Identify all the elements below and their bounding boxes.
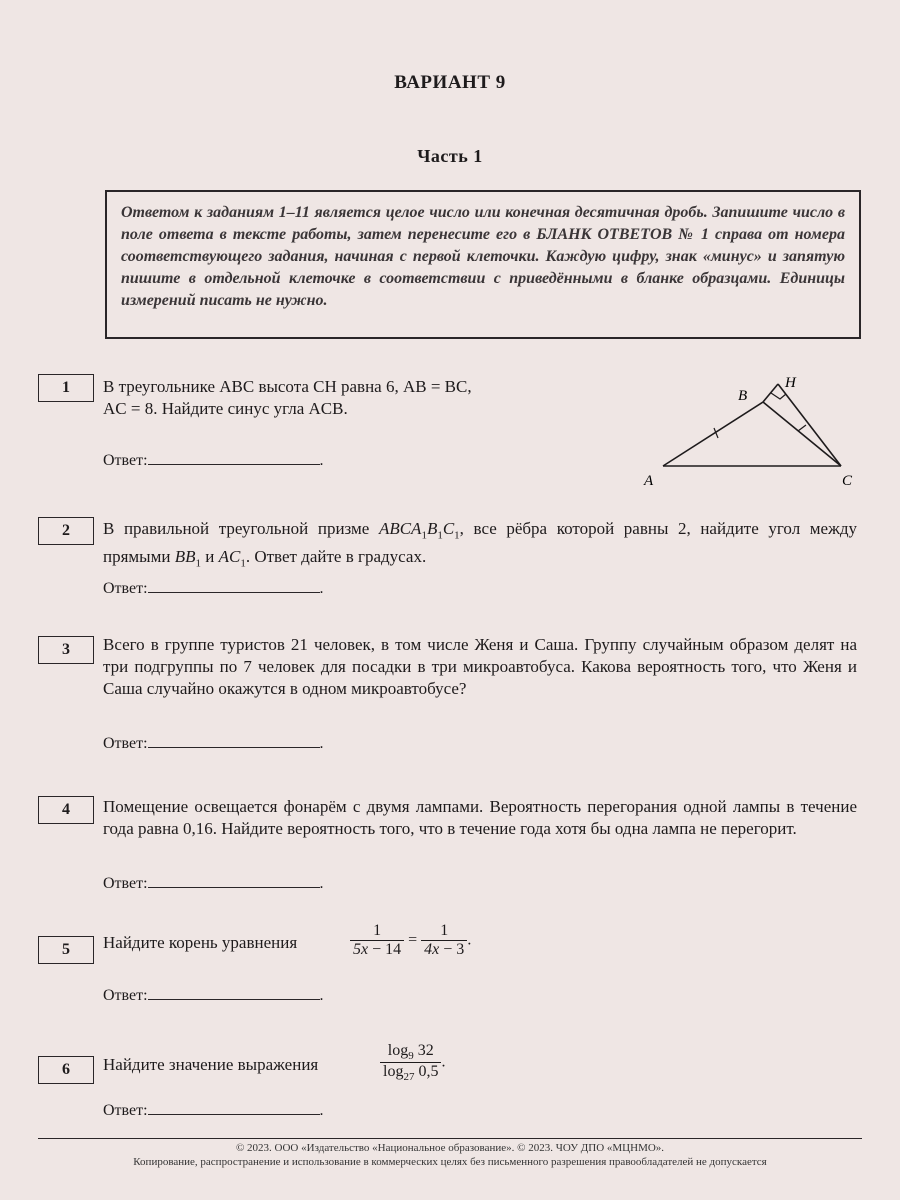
footer-copyright: © 2023. ООО «Издательство «Национальное образование». © 2023. ЧОУ ДПО «МЦНМО». xyxy=(235,1142,665,1154)
tick-mark-BC xyxy=(798,425,806,431)
segment-AB xyxy=(663,402,763,466)
label-A: A xyxy=(644,473,654,489)
altitude-CH xyxy=(778,384,841,466)
footer-notice: Копирование, распространение и использование в коммерческих целях без письменного разрешения правообладателей не допускается xyxy=(133,1156,767,1168)
answer-label: Ответ: xyxy=(103,580,148,597)
task-4-text: Помещение освещается фонарём с двумя лампами. Вероятность перегорания одной лампы в течение года равна 0,16. Найдите вероятность того, что в течение года хотя бы одна лампа не перегорит. xyxy=(103,797,857,838)
part-title: Часть 1 xyxy=(417,146,483,166)
fraction-right: $\frac{1}{4x - 3}$ xyxy=(421,922,467,959)
log-fraction: $\frac{\log_9 32}{\log_{27} 0,5}$ xyxy=(380,1042,441,1083)
fraction-left: $\frac{1}{5x - 14}$ xyxy=(350,922,404,959)
answer-field-3[interactable]: Ответ: . xyxy=(103,735,324,752)
answer-field-2[interactable]: Ответ: . xyxy=(103,580,324,597)
task-1-line-2: AC = 8. Найдите синус угла ACB. xyxy=(103,399,348,418)
answer-field-6[interactable]: Ответ: . xyxy=(103,1102,324,1119)
answer-field-4[interactable]: Ответ: . xyxy=(103,875,324,892)
task-number-4: 4 xyxy=(38,796,94,824)
task-5-text: Найдите корень уравнения xyxy=(103,933,298,952)
answer-label: Ответ: xyxy=(103,875,148,892)
footer-divider xyxy=(38,1138,862,1139)
answer-field-5[interactable]: Ответ: . xyxy=(103,987,324,1004)
label-B: B xyxy=(738,388,748,404)
task-1-line-1: В треугольнике ABC высота CH равна 6, AB = BC, xyxy=(103,377,472,396)
answer-line[interactable] xyxy=(148,578,320,593)
task-number-6: 6 xyxy=(38,1056,94,1084)
task-2-text: В правильной треугольной призме $ABCA_1B_1C_1$, все рёбра которой равны 2, найдите угол между прямыми $BB_1$ и $AC_1$. Ответ дайте в градусах. xyxy=(103,519,857,570)
variant-title: ВАРИАНТ 9 xyxy=(394,72,506,93)
instructions-box: Ответом к заданиям 1–11 является целое число или конечная десятичная дробь. Запишите число в поле ответа в тексте работы, затем перенесите его в БЛАНК ОТВЕТОВ № 1 справа от номера соответствующего задания, начиная с первой клеточки. Каждую цифру, знак «минус» и запятую пишите в отдельной клеточке в соответствии с приведёнными в бланке образцами. Единицы измерений писать не нужно. xyxy=(105,190,861,339)
label-H: H xyxy=(785,375,796,391)
answer-label: Ответ: xyxy=(103,987,148,1004)
answer-line[interactable] xyxy=(148,1100,320,1115)
task-number-1: 1 xyxy=(38,374,94,402)
label-C: C xyxy=(842,473,853,489)
triangle-figure xyxy=(630,368,865,493)
answer-line[interactable] xyxy=(148,985,320,1000)
segment-BC xyxy=(763,402,841,466)
answer-line[interactable] xyxy=(148,733,320,748)
task-3-text: Всего в группе туристов 21 человек, в том числе Женя и Саша. Группу случайным образом делят на три подгруппы по 7 человек для посадки в три микроавтобуса. Какова вероятность того, что Женя и Саша случайно окажутся в одном микроавтобусе? xyxy=(103,635,857,698)
task-number-2: 2 xyxy=(38,517,94,545)
right-angle-mark xyxy=(771,393,786,399)
answer-field-1[interactable]: Ответ: . xyxy=(103,452,324,469)
task-number-5: 5 xyxy=(38,936,94,964)
segment-BH xyxy=(763,384,778,402)
answer-label: Ответ: xyxy=(103,1102,148,1119)
answer-line[interactable] xyxy=(148,450,320,465)
answer-label: Ответ: xyxy=(103,735,148,752)
log-expression-formula: $\frac{\log_9 32}{\log_{27} 0,5}$ . xyxy=(380,1042,445,1083)
answer-label: Ответ: xyxy=(103,452,148,469)
task-6-text: Найдите значение выражения xyxy=(103,1055,319,1074)
task-number-3: 3 xyxy=(38,636,94,664)
answer-line[interactable] xyxy=(148,873,320,888)
task-1-text xyxy=(103,376,613,420)
equation-formula: $\frac{1}{5x - 14}$ = $\frac{1}{4x - 3}$ . xyxy=(350,922,471,959)
